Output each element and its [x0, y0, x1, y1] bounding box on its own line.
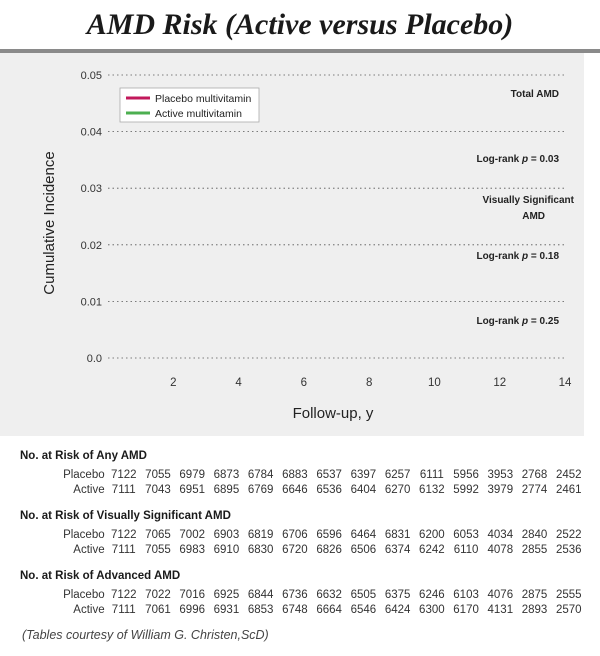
- table-cell: 6844: [247, 589, 274, 601]
- legend-label: Placebo multivitamin: [155, 93, 252, 105]
- table-cell: 6374: [384, 544, 411, 556]
- table-cell: 7043: [145, 484, 171, 496]
- legend-label: Active multivitamin: [155, 108, 242, 120]
- annotation-total-p: Log-rank p = 0.03: [476, 154, 559, 165]
- table-cell: 5956: [453, 469, 479, 481]
- table-cell: 7061: [145, 604, 171, 616]
- risk-table-title: No. at Risk of Visually Significant AMD: [20, 510, 231, 522]
- table-spacer: [20, 498, 586, 504]
- table-cell: 6769: [247, 484, 274, 496]
- x-tick-label: 14: [558, 377, 572, 389]
- table-cell: 3979: [487, 484, 514, 496]
- risk-tables: [20, 444, 586, 618]
- table-cell: 4076: [487, 589, 514, 601]
- table-cell: 7055: [145, 544, 171, 556]
- table-cell: 4078: [487, 544, 514, 556]
- x-tick-label: 2: [170, 377, 177, 389]
- x-tick-label: 12: [493, 377, 507, 389]
- table-spacer: [20, 558, 586, 564]
- table-cell: 6931: [213, 604, 240, 616]
- table-cell: 6596: [316, 529, 342, 541]
- table-cell: 2768: [521, 469, 548, 481]
- table-cell: 6720: [282, 544, 308, 556]
- table-cell: 6537: [316, 469, 342, 481]
- table-cell: 6748: [282, 604, 308, 616]
- table-cell: 2452: [555, 469, 582, 481]
- table-cell: 6300: [419, 604, 445, 616]
- table-row-label: Placebo: [63, 469, 105, 481]
- table-cell: 6951: [179, 484, 205, 496]
- table-cell: 2840: [521, 529, 548, 541]
- table-cell: 6925: [213, 589, 240, 601]
- y-tick-label: 0.01: [80, 296, 102, 309]
- table-cell: 2875: [521, 589, 548, 601]
- x-tick-label: 10: [428, 377, 441, 389]
- y-tick-label: 0.05: [80, 70, 102, 82]
- table-cell: 6103: [453, 589, 479, 601]
- table-cell: 7122: [110, 529, 137, 541]
- table-cell: 6831: [384, 529, 411, 541]
- panel-margin: [584, 53, 600, 436]
- table-row-label: Active: [73, 544, 105, 556]
- table-cell: 4034: [487, 529, 514, 541]
- annotation-visual-2: AMD: [522, 211, 545, 222]
- table-cell: 6246: [419, 589, 445, 601]
- table-row: [20, 483, 586, 498]
- table-cell: 6996: [179, 604, 205, 616]
- table-cell: 3953: [487, 469, 514, 481]
- y-tick-label: 0.0: [86, 353, 102, 365]
- table-cell: 2555: [555, 589, 582, 601]
- y-tick-label: 0.04: [80, 126, 102, 139]
- table-cell: 6505: [350, 589, 377, 601]
- table-cell: 6053: [453, 529, 479, 541]
- table-cell: 6736: [282, 589, 308, 601]
- table-cell: 7122: [110, 589, 137, 601]
- table-cell: 7065: [145, 529, 171, 541]
- table-cell: 2536: [555, 544, 582, 556]
- table-cell: 2570: [555, 604, 582, 616]
- table-cell: 6983: [179, 544, 205, 556]
- table-cell: 7016: [179, 589, 205, 601]
- y-axis-label: Cumulative Incidence: [41, 151, 58, 295]
- table-cell: 2893: [521, 604, 548, 616]
- table-cell: 2855: [521, 544, 548, 556]
- credit-text: (Tables courtesy of William G. Christen,ScD): [22, 628, 269, 642]
- table-cell: 6506: [350, 544, 377, 556]
- table-cell: 7055: [145, 469, 171, 481]
- annotation-total: Total AMD: [510, 89, 559, 100]
- table-row: [20, 588, 586, 603]
- table-row-label: Active: [73, 484, 105, 496]
- x-tick-label: 8: [365, 377, 373, 389]
- y-tick-label: 0.02: [80, 239, 102, 252]
- table-cell: 6784: [247, 469, 274, 481]
- table-cell: 6664: [316, 604, 342, 616]
- table-cell: 7111: [111, 604, 136, 616]
- table-cell: 6270: [384, 484, 411, 496]
- table-cell: 6424: [384, 604, 411, 616]
- y-tick-label: 0.03: [80, 183, 102, 196]
- table-cell: 6257: [384, 469, 411, 481]
- risk-table-title: No. at Risk of Any AMD: [20, 450, 147, 462]
- annotation-visual-1: Visually Significant: [482, 195, 574, 206]
- table-cell: 6404: [350, 484, 377, 496]
- table-cell: 6110: [453, 544, 479, 556]
- table-cell: 6200: [419, 529, 445, 541]
- table-cell: 7111: [111, 544, 136, 556]
- table-row: [20, 543, 586, 558]
- table-row: [20, 468, 586, 483]
- annotation-advanced-p: Log-rank p = 0.25: [476, 316, 559, 327]
- table-cell: 6903: [213, 529, 240, 541]
- chart-plot: [0, 53, 584, 436]
- table-cell: 6111: [419, 469, 444, 481]
- table-cell: 6830: [247, 544, 274, 556]
- table-cell: 7002: [179, 529, 205, 541]
- table-cell: 2522: [555, 529, 582, 541]
- table-cell: 4131: [487, 604, 514, 616]
- table-cell: 6646: [282, 484, 308, 496]
- table-cell: 6536: [316, 484, 342, 496]
- chart-title: AMD Risk (Active versus Placebo): [86, 8, 514, 41]
- table-cell: 6170: [453, 604, 479, 616]
- table-cell: 6632: [316, 589, 342, 601]
- table-row: [20, 603, 586, 618]
- table-cell: 6853: [247, 604, 274, 616]
- table-cell: 6819: [247, 529, 274, 541]
- table-row-label: Placebo: [63, 589, 105, 601]
- table-cell: 6826: [316, 544, 342, 556]
- table-row-label: Active: [73, 604, 105, 616]
- table-cell: 6242: [419, 544, 445, 556]
- table-cell: 7122: [110, 469, 137, 481]
- table-cell: 6132: [419, 484, 445, 496]
- table-cell: 2461: [555, 484, 582, 496]
- table-row: [20, 528, 586, 543]
- table-cell: 6895: [213, 484, 240, 496]
- table-cell: 6546: [350, 604, 377, 616]
- table-cell: 2774: [521, 484, 548, 496]
- table-cell: 6910: [213, 544, 240, 556]
- table-cell: 6464: [350, 529, 377, 541]
- table-cell: 6375: [384, 589, 411, 601]
- table-cell: 5992: [453, 484, 479, 496]
- annotation-visual-p: Log-rank p = 0.18: [476, 251, 559, 262]
- table-cell: 6397: [350, 469, 377, 481]
- x-tick-label: 6: [300, 377, 308, 389]
- table-cell: 6873: [213, 469, 240, 481]
- table-cell: 6979: [179, 469, 205, 481]
- table-row-label: Placebo: [63, 529, 105, 541]
- risk-table-title: No. at Risk of Advanced AMD: [20, 570, 181, 582]
- table-cell: 7022: [145, 589, 171, 601]
- x-tick-label: 4: [235, 377, 242, 389]
- table-cell: 6883: [282, 469, 308, 481]
- table-cell: 7111: [111, 484, 136, 496]
- x-axis-label: Follow-up, y: [292, 405, 374, 422]
- table-cell: 6706: [282, 529, 308, 541]
